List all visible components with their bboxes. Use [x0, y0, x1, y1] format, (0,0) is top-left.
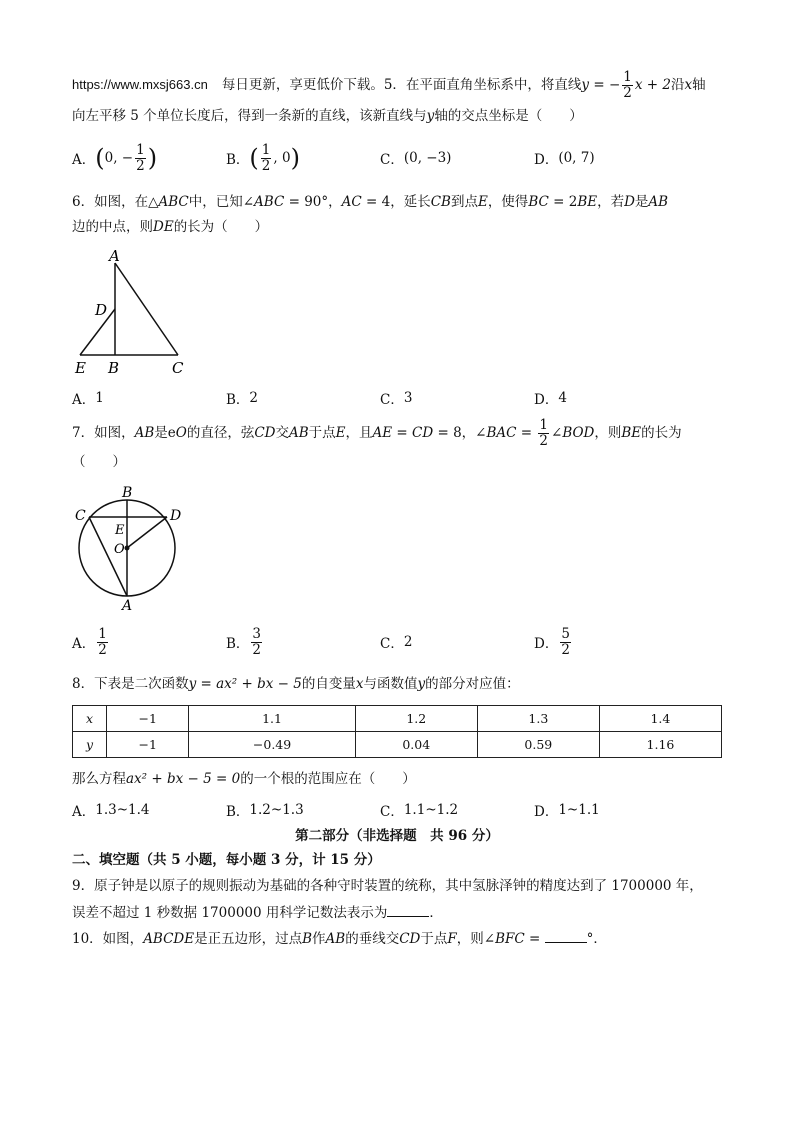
answer-blank[interactable]	[387, 902, 429, 917]
table-row	[73, 732, 722, 758]
table-header-cell: x	[73, 706, 107, 732]
q6-choices	[72, 378, 722, 418]
q7-choice-c[interactable]: C． 2	[380, 634, 413, 652]
label-o: O	[114, 542, 125, 557]
table-cell: 0.04	[355, 732, 477, 758]
label-b: B	[122, 485, 133, 501]
label-a: A	[122, 598, 133, 614]
q8-choice-b[interactable]: B． 1.2~1.3	[226, 802, 304, 820]
q5-choice-d[interactable]: D． (0, 7)	[534, 150, 595, 168]
q7-choice-d[interactable]: D． $\frac{5}{2}$	[534, 625, 570, 658]
triangle-figure	[72, 245, 202, 377]
q7-choice-b[interactable]: B． $\frac{3}{2}$	[226, 625, 262, 658]
label-a: A	[109, 247, 120, 265]
part-title: 第二部分（非选择题 共 96 分）	[295, 828, 499, 844]
q9-line2: 误差不超过 1 秒数据 1700000 用科学记数法表示为 ．	[72, 902, 443, 923]
q5-choices	[72, 138, 722, 178]
q6-line2: 边的中点，则DE的长为（ ）	[72, 219, 269, 235]
table-cell: −0.49	[189, 732, 355, 758]
fraction: $\frac{1}{2}$	[623, 69, 632, 101]
q5-choice-a[interactable]: A． ( 0, − $\frac{1}{2}$ )	[72, 141, 158, 174]
q7-line1: 7．如图，AB是eO的直径，弦CD交AB于点E，且AE = CD = 8，∠BAC = $\frac{1}{2}$ ∠BOD，则BE的长为	[72, 417, 682, 449]
promo-text: 每日更新，享更低价下载。	[221, 77, 384, 93]
q5-line2: 向左平移 5 个单位长度后，得到一条新的直线，该新直线与y轴的交点坐标是（ ）	[72, 108, 583, 124]
table-cell: 1.2	[355, 706, 477, 732]
label-e: E	[115, 523, 125, 538]
label-c: C	[75, 508, 86, 524]
q8-line1: 8．下表是二次函数y = ax² + bx − 5的自变量x与函数值y的部分对应值：	[72, 676, 520, 692]
table-cell: 1.3	[477, 706, 599, 732]
q10-line: 10．如图，ABCDE是正五边形，过点B作AB的垂线交CD于点F，则∠BFC = °．	[72, 928, 607, 949]
answer-blank[interactable]	[545, 928, 587, 943]
q6-choice-d[interactable]: D． 4	[534, 390, 567, 408]
table-cell: 0.59	[477, 732, 599, 758]
table-cell: 1.4	[599, 706, 721, 732]
q5-choice-b[interactable]: B． ( $\frac{1}{2}$ , 0 )	[226, 141, 300, 174]
q8-choice-d[interactable]: D． 1~1.1	[534, 802, 600, 820]
table-row	[73, 706, 722, 732]
site-url[interactable]: https://www.mxsj663.cn	[72, 77, 208, 92]
label-d: D	[170, 508, 182, 524]
q6-choice-a[interactable]: A． 1	[72, 390, 104, 408]
q6-choice-c[interactable]: C． 3	[380, 390, 413, 408]
q9-line1: 9．原子钟是以原子的规则振动为基础的各种守时装置的统称，其中氢脉泽钟的精度达到了 1700000 年，	[72, 878, 703, 894]
label-c: C	[172, 359, 184, 377]
q8-line2: 那么方程ax² + bx − 5 = 0的一个根的范围应在（ ）	[72, 771, 416, 787]
q6-line1: 6．如图，在△ABC中，已知∠ABC = 90°，AC = 4，延长CB到点E，使得BC = 2BE，若D是AB	[72, 194, 669, 210]
label-b: B	[108, 359, 120, 377]
q7-choices	[72, 622, 722, 662]
section-heading: 二、填空题（共 5 小题，每小题 3 分，计 15 分）	[72, 852, 381, 868]
q6-choice-b[interactable]: B． 2	[226, 390, 259, 408]
table-cell: 1.16	[599, 732, 721, 758]
table-cell: −1	[107, 732, 189, 758]
q7-line2: （ ）	[72, 454, 126, 470]
circle-figure	[72, 484, 188, 614]
q5-line1: https://www.mxsj663.cn 每日更新，享更低价下载。5．在平面直角坐标系中，将直线y = − $\frac{1}{2}$ x + 2沿x轴	[72, 69, 706, 101]
q7-choice-a[interactable]: A． $\frac{1}{2}$	[72, 625, 107, 658]
q8-choice-a[interactable]: A． 1.3~1.4	[72, 802, 150, 820]
table-header-cell: y	[73, 732, 107, 758]
label-e: E	[75, 359, 86, 377]
q5-choice-c[interactable]: C． (0, −3)	[380, 150, 452, 168]
q8-choices	[72, 790, 722, 830]
label-d: D	[95, 301, 108, 319]
value-table	[72, 705, 722, 758]
table-cell: 1.1	[189, 706, 355, 732]
q8-choice-c[interactable]: C． 1.1~1.2	[380, 802, 459, 820]
table-cell: −1	[107, 706, 189, 732]
